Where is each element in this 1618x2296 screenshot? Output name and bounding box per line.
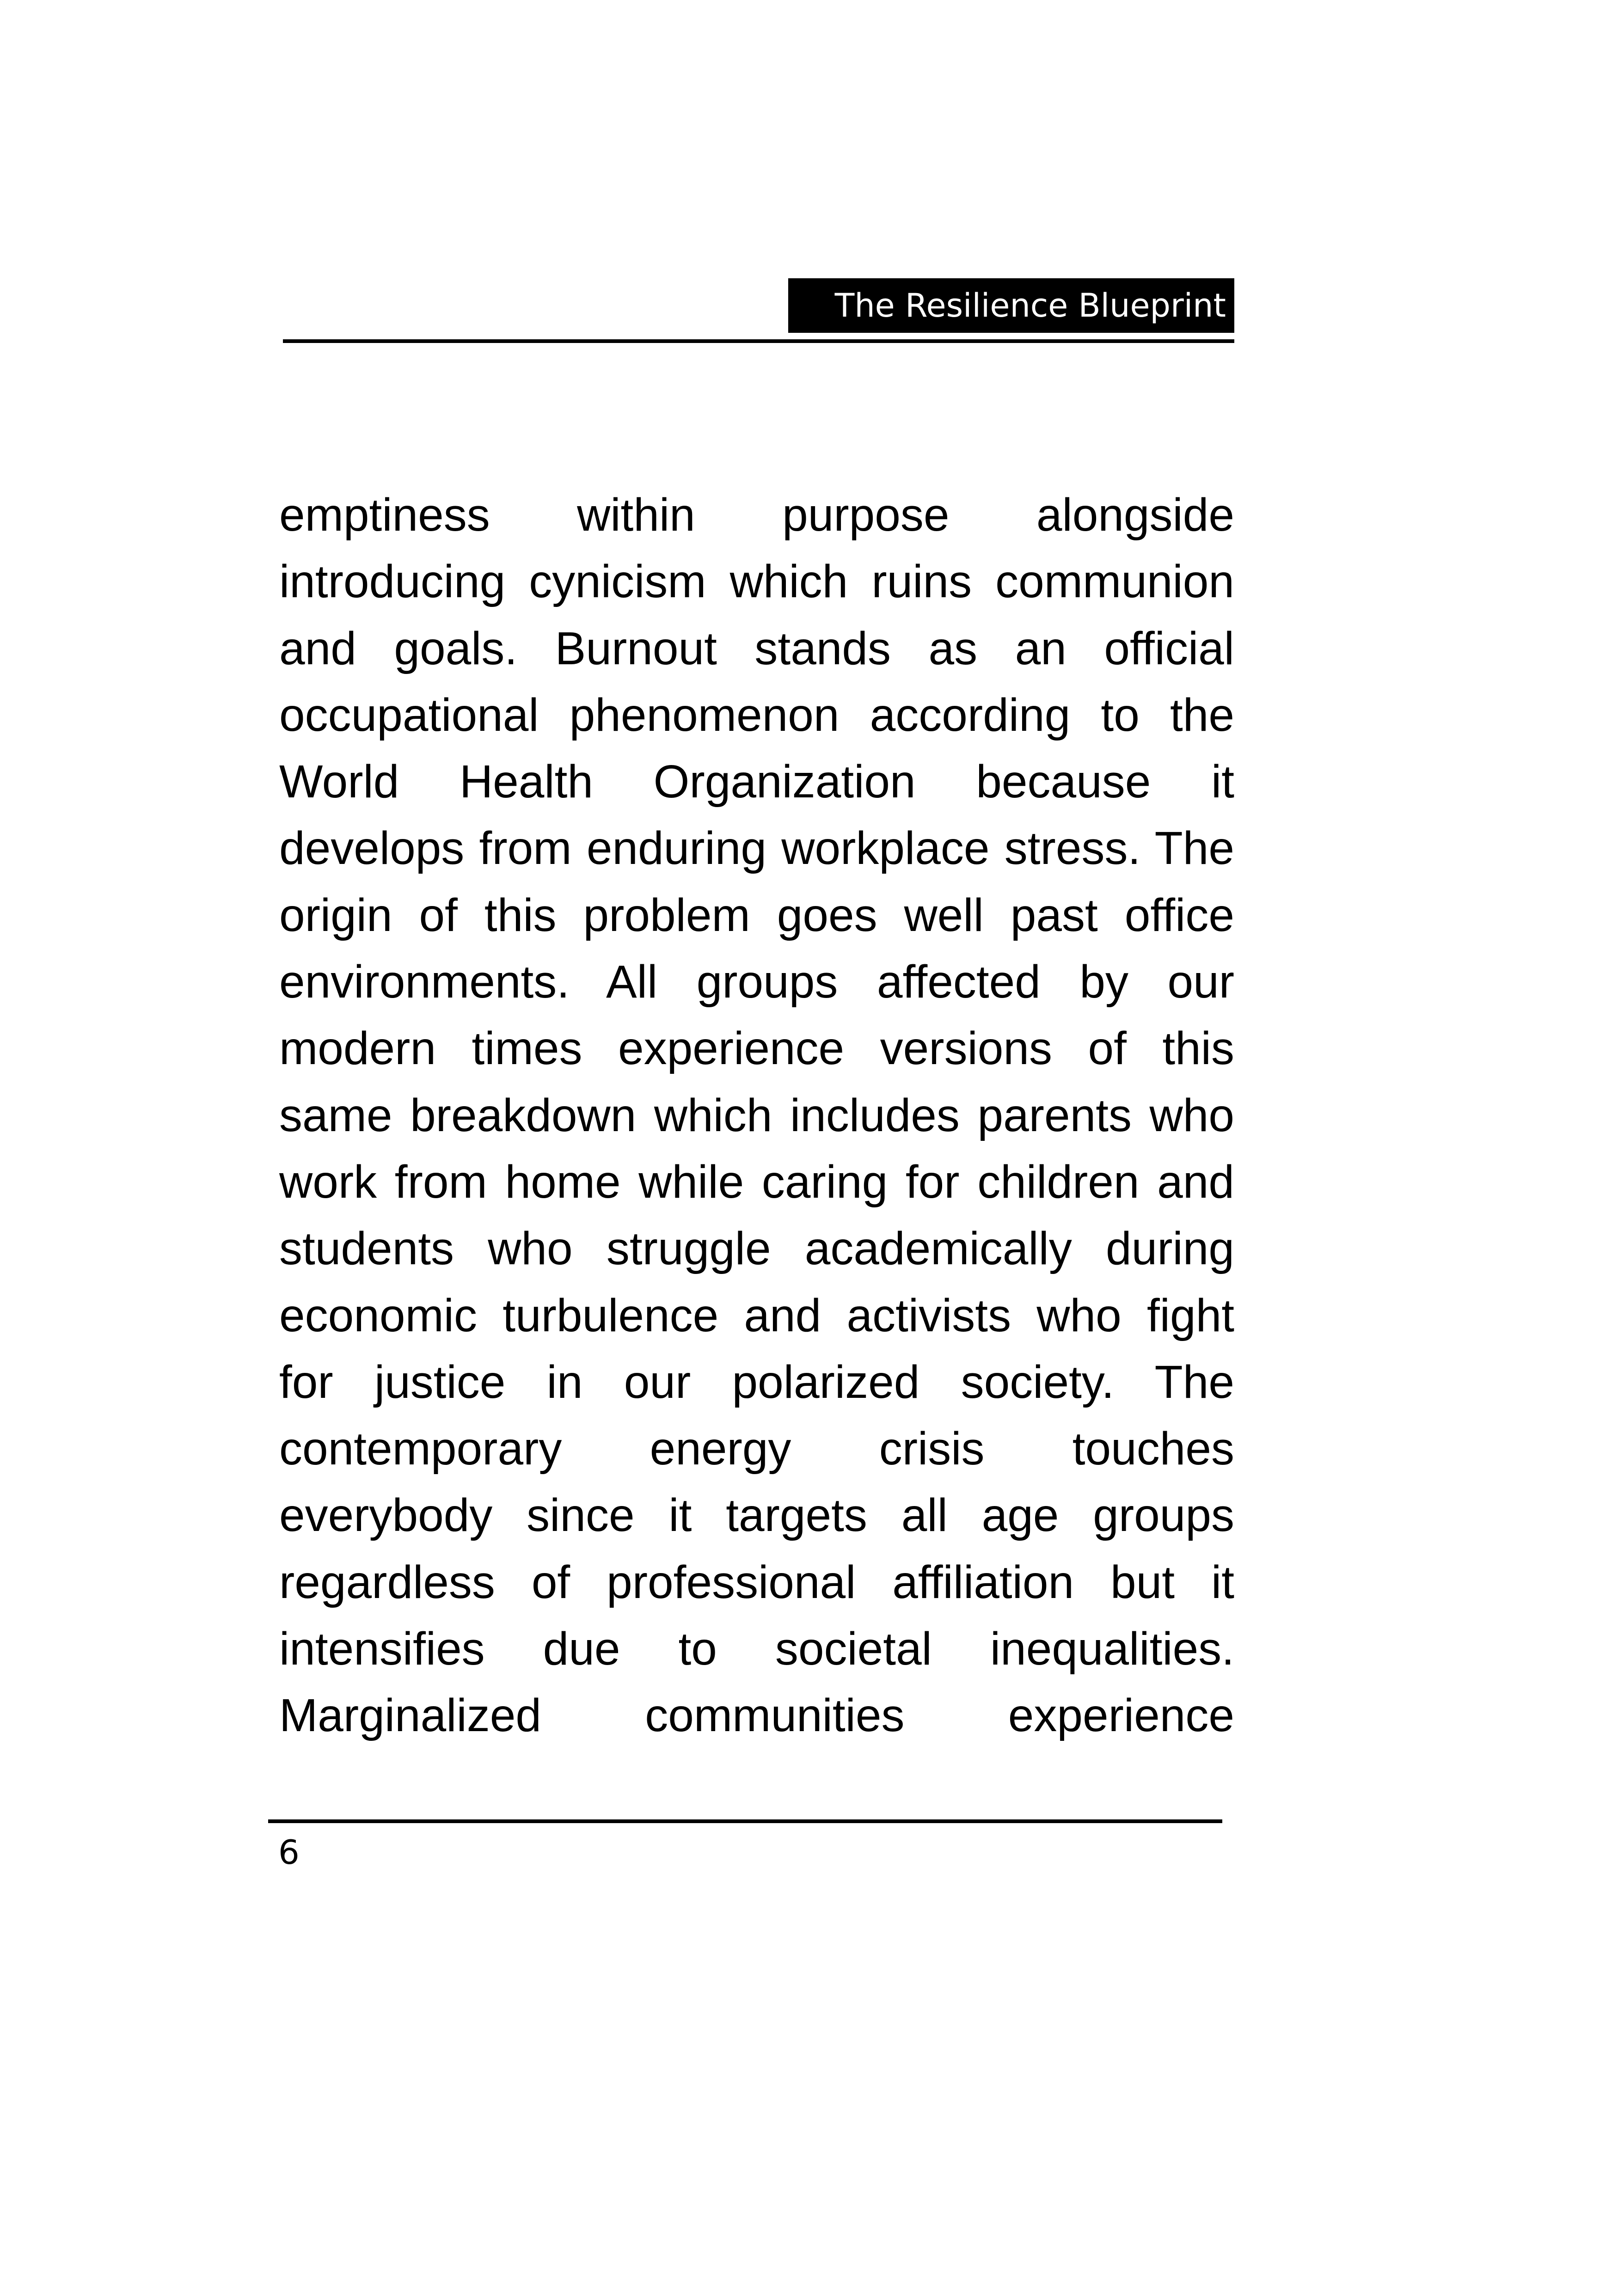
text-line: regardless of professional affiliation but it bbox=[279, 1556, 1234, 1608]
text-line: same breakdown which includes parents who bbox=[279, 1089, 1234, 1141]
text-line: work from home while caring for children and bbox=[279, 1156, 1234, 1208]
running-header-title: The Resilience Blueprint bbox=[788, 278, 1234, 333]
text-line: everybody since it targets all age groups bbox=[279, 1489, 1234, 1542]
text-line: and goals. Burnout stands as an official bbox=[279, 622, 1234, 674]
text-line: students who struggle academically during bbox=[279, 1223, 1234, 1275]
footer-divider bbox=[268, 1819, 1222, 1823]
text-line: environments. All groups affected by our bbox=[279, 956, 1234, 1008]
text-line: contemporary energy crisis touches bbox=[279, 1423, 1234, 1475]
text-line: origin of this problem goes well past office bbox=[279, 889, 1234, 941]
text-line: World Health Organization because it bbox=[279, 756, 1234, 808]
text-line: Marginalized communities experience bbox=[279, 1690, 1234, 1742]
text-line: modern times experience versions of this bbox=[279, 1022, 1234, 1075]
text-line: develops from enduring workplace stress. The bbox=[279, 822, 1234, 875]
text-line: intensifies due to societal inequalities. bbox=[279, 1623, 1234, 1675]
text-line: emptiness within purpose alongside bbox=[279, 489, 1234, 541]
header-divider bbox=[283, 339, 1234, 343]
text-line: occupational phenomenon according to the bbox=[279, 689, 1234, 741]
text-line: economic turbulence and activists who fight bbox=[279, 1289, 1234, 1341]
page-number: 6 bbox=[278, 1833, 300, 1872]
text-line: for justice in our polarized society. The bbox=[279, 1356, 1234, 1408]
body-paragraph bbox=[279, 482, 1234, 1749]
text-line: introducing cynicism which ruins communion bbox=[279, 556, 1234, 608]
